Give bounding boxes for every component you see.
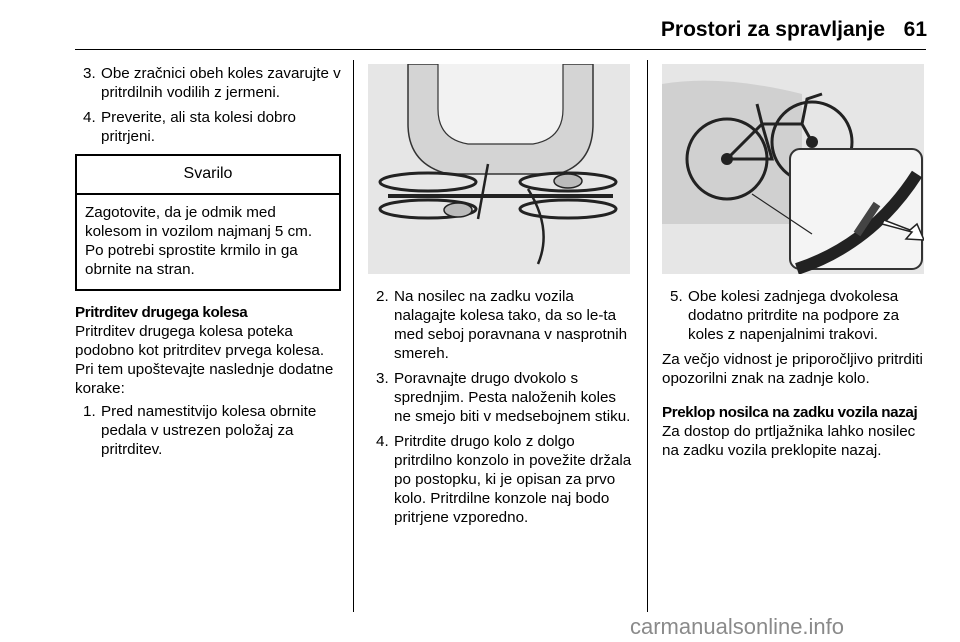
paragraph: Za večjo vidnost je priporočljivo pritrditi opozorilni znak na zadnje kolo. <box>662 351 923 387</box>
column-divider-2 <box>647 60 648 612</box>
subheading: Pritrditev drugega kolesa <box>75 304 248 321</box>
header-rule <box>75 49 926 50</box>
bike-strap-detail-illustration <box>662 64 924 274</box>
watermark-text: carmanualsonline.info <box>630 614 845 639</box>
column-divider-1 <box>353 60 354 612</box>
list-item: 4. Preverite, ali sta kolesi dobro pritrjeni. <box>83 109 296 145</box>
section-title: Prostori za spravljanje <box>660 18 885 41</box>
column-3 <box>662 64 930 460</box>
list-item: 2. Na nosilec na zadku vozila nalagajte kolesa tako, da so le-ta med seboj poravnana v nasprotnih smereh. <box>376 288 628 362</box>
bike-carrier-top-view-illustration <box>368 64 630 274</box>
list-item: 3. Obe zračnici obeh koles zavarujte v pritrdilnih vodilih z jermeni. <box>83 65 341 101</box>
subheading: Preklop nosilca na zadku vozila nazaj <box>662 404 918 421</box>
paragraph: Pritrditev drugega kolesa poteka podobno kot pritrditev prvega kolesa. Pri tem upoštevajte naslednje dodatne korake: <box>75 323 334 397</box>
list-item: 3. Poravnajte drugo dvokolo s sprednjim. Pesta naloženih koles ne smejo biti v medsebojnem stiku. <box>376 370 631 425</box>
list-item: 4. Pritrdite drugo kolo z dolgo pritrdilno konzolo in povežite držala po postopku, ki je opisan za prvo kolo. Pritrdilne konzole naj bodo pritrjene vzporedno. <box>376 433 632 526</box>
warning-box <box>75 154 341 291</box>
page-number: 61 <box>903 18 927 41</box>
warning-text: Zagotovite, da je odmik med kolesom in vozilom najmanj 5 cm. Po potrebi sprostite krmilo in ga obrnite na stran. <box>85 204 313 278</box>
paragraph: Za dostop do prtljažnika lahko nosilec na zadku vozila preklopite nazaj. <box>662 423 916 459</box>
list-item: 5. Obe kolesi zadnjega dvokolesa dodatno pritrdite na podpore za koles z napenjalnimi trakovi. <box>670 288 900 343</box>
warning-title: Svarilo <box>77 156 339 195</box>
column-1 <box>75 64 341 459</box>
list-item: 1. Pred namestitvijo kolesa obrnite pedala v ustrezen položaj za pritrditev. <box>83 403 317 458</box>
column-2 <box>368 64 634 527</box>
